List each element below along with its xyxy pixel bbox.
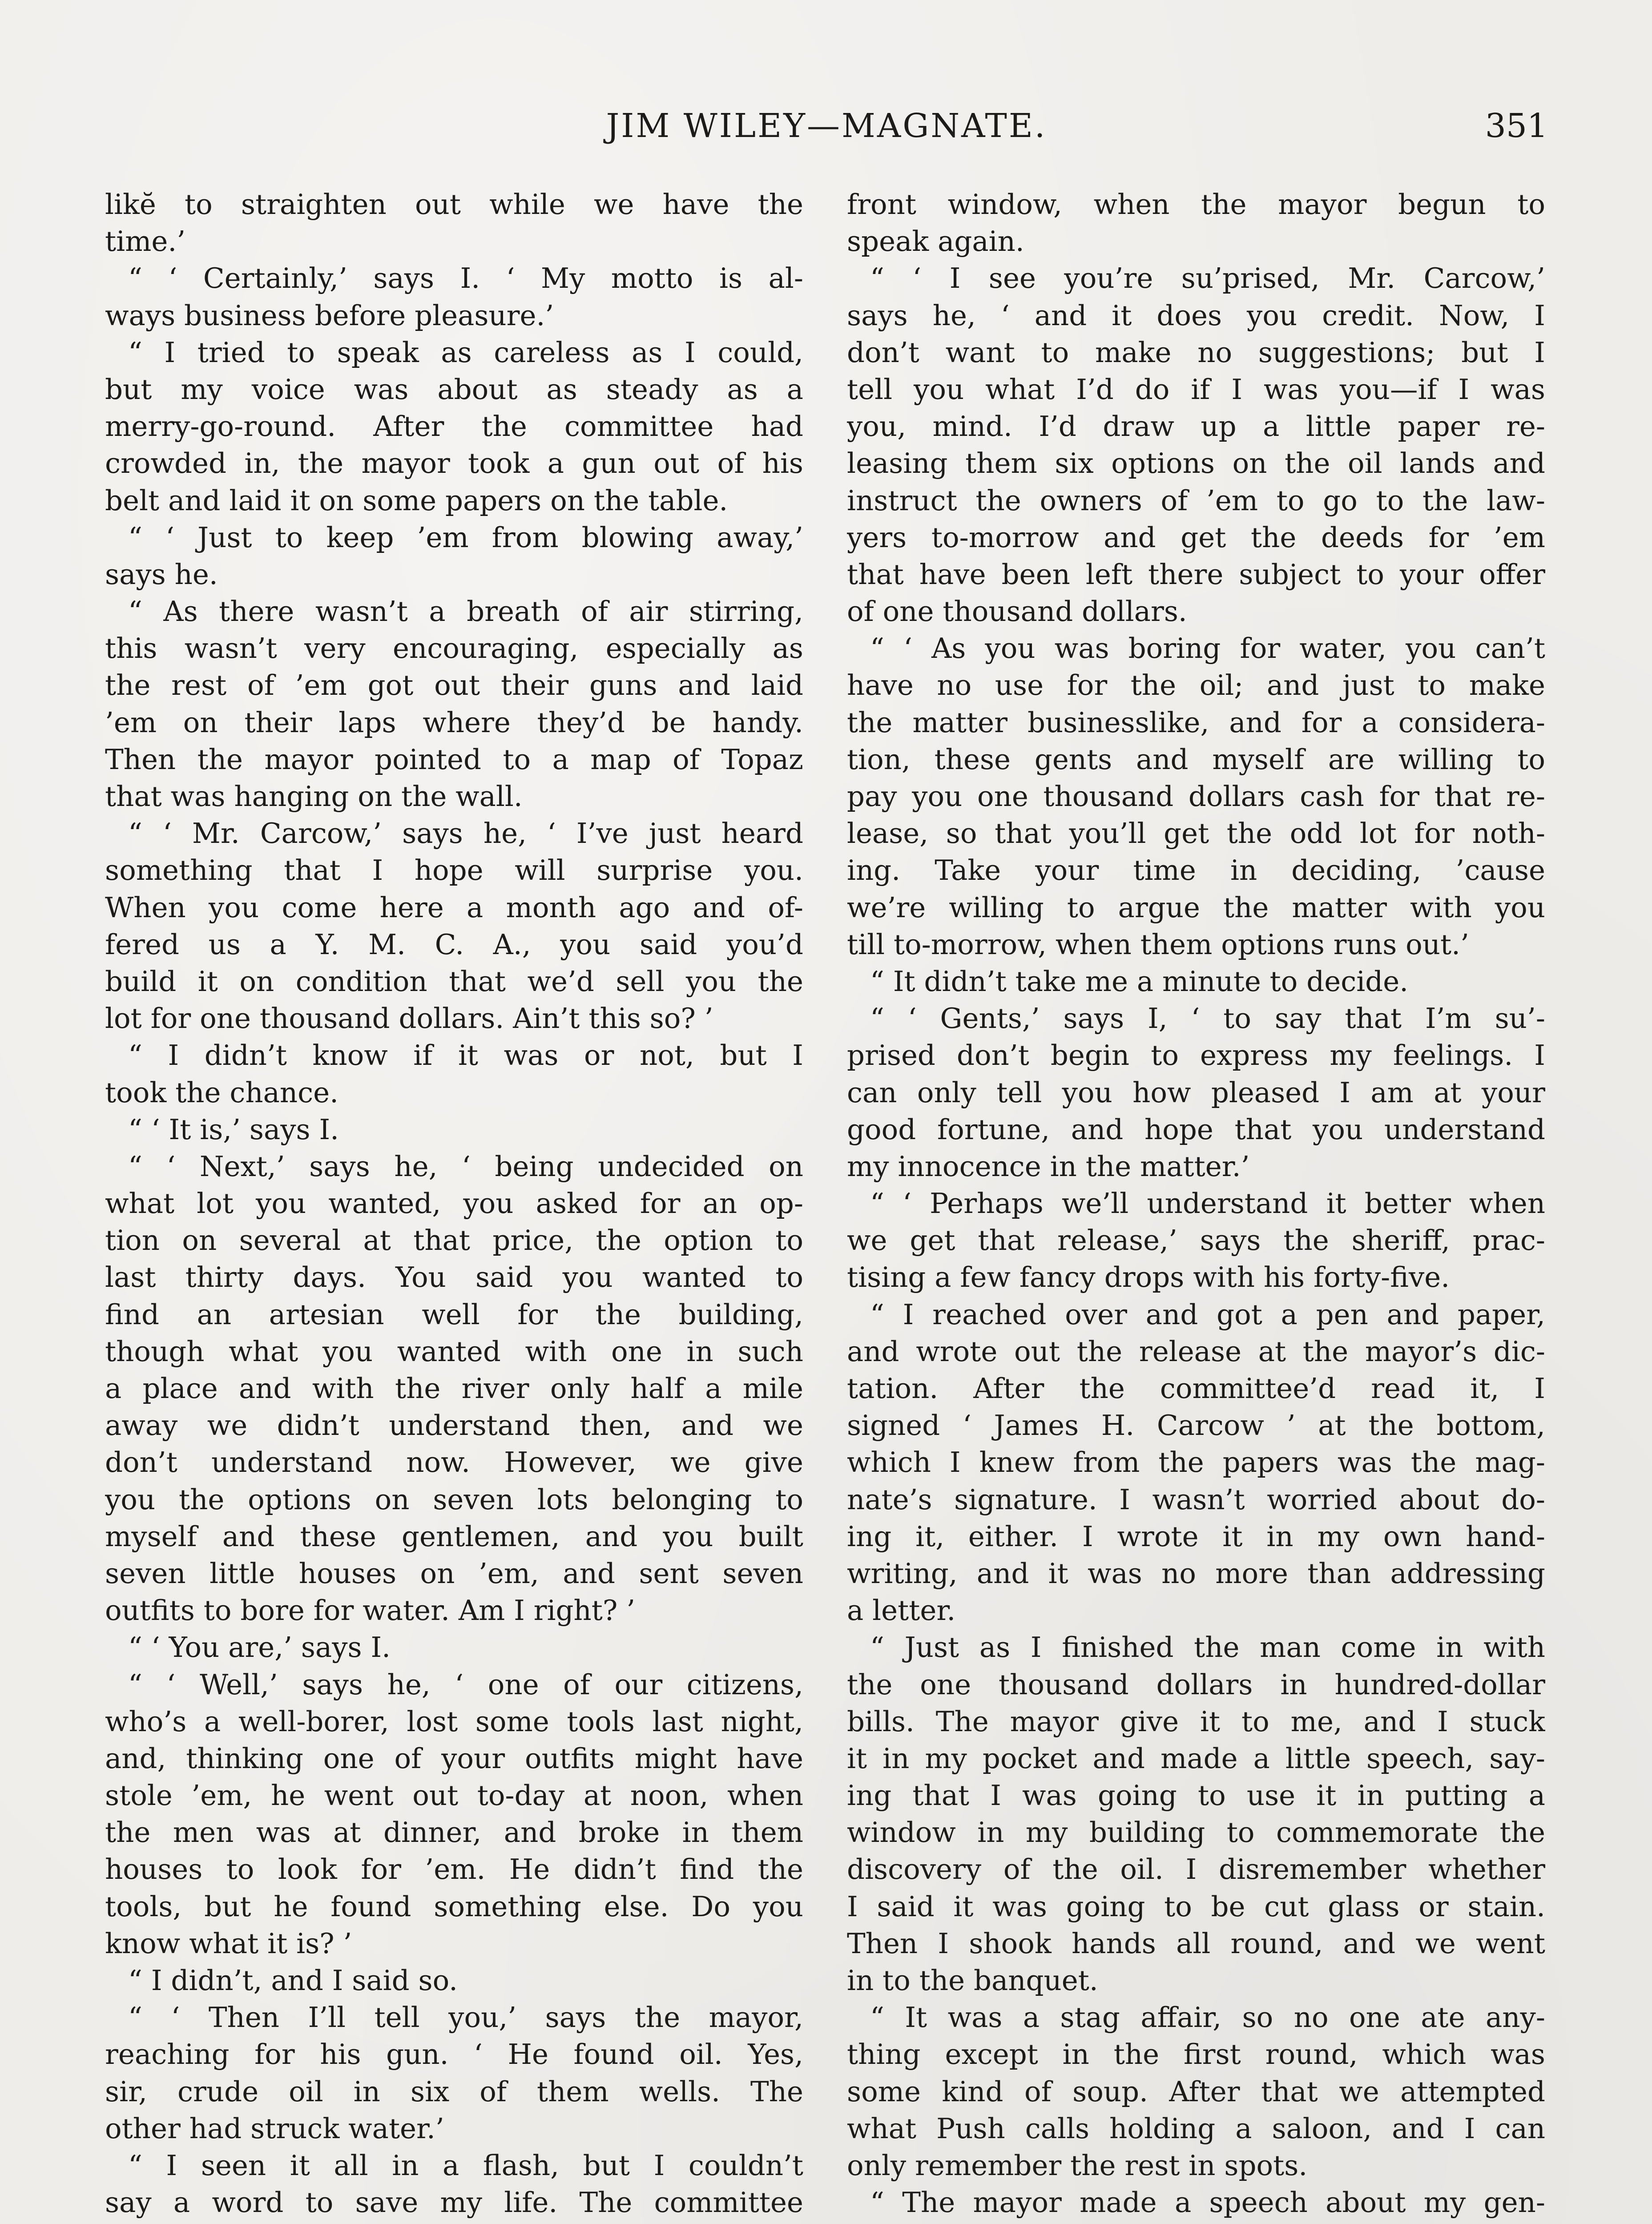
text-line: “ ‘ I see you’re su’prised, Mr. Carcow,’ (870, 262, 1545, 295)
text-line: “ Just as I finished the man come in with (870, 1631, 1545, 1664)
text-line: ing that I was going to use it in putting a (847, 1779, 1545, 1812)
text-line: have no use for the oil; and just to make (847, 669, 1545, 702)
text-line: front window, when the mayor begun to (847, 188, 1545, 221)
text-column-left (105, 186, 803, 2224)
text-line: you, mind. I’d draw up a little paper re- (847, 410, 1545, 443)
text-line: find an artesian well for the building, (105, 1298, 803, 1331)
text-line: window in my building to commemorate the (847, 1816, 1545, 1849)
running-header (105, 101, 1548, 150)
text-line: crowded in, the mayor took a gun out of his (105, 447, 803, 480)
text-line: seven little houses on ’em, and sent seven (105, 1557, 803, 1590)
text-line: away we didn’t understand then, and we (105, 1409, 803, 1442)
text-line: tising a few fancy drops with his forty-five. (847, 1261, 1450, 1294)
text-line: “ I didn’t know if it was or not, but I (128, 1039, 803, 1072)
text-line: “ I reached over and got a pen and paper, (870, 1298, 1545, 1331)
text-line: took the chance. (105, 1076, 338, 1109)
text-line: “ It was a stag affair, so no one ate any- (870, 2001, 1545, 2034)
text-line: till to-morrow, when them options runs out.’ (847, 928, 1469, 961)
text-line: “ ‘ Just to keep ’em from blowing away,’ (128, 521, 803, 554)
text-line: build it on condition that we’d sell you the (105, 965, 803, 998)
text-line: bills. The mayor give it to me, and I stuck (847, 1705, 1545, 1738)
text-line: fered us a Y. M. C. A., you said you’d (105, 928, 803, 961)
text-line: belt and laid it on some papers on the table. (105, 484, 728, 517)
text-line: the men was at dinner, and broke in them (105, 1816, 803, 1849)
text-line: in to the banquet. (847, 1964, 1098, 1997)
text-line: “ I didn’t, and I said so. (128, 1964, 458, 1997)
text-line: other had struck water.’ (105, 2112, 444, 2145)
text-line: tion, these gents and myself are willing to (847, 743, 1545, 776)
text-line: ing. Take your time in deciding, ’cause (847, 854, 1545, 887)
text-line: that was hanging on the wall. (105, 780, 523, 813)
text-line: of one thousand dollars. (847, 595, 1187, 628)
text-line: houses to look for ’em. He didn’t find the (105, 1853, 803, 1886)
text-line: good fortune, and hope that you understand (847, 1113, 1545, 1146)
text-line: Then I shook hands all round, and we went (847, 1927, 1545, 1960)
text-line: it in my pocket and made a little speech, say- (847, 1742, 1545, 1775)
text-line: nate’s signature. I wasn’t worried about do- (847, 1483, 1545, 1516)
text-line: “ ‘ Mr. Carcow,’ says he, ‘ I’ve just heard (128, 817, 803, 850)
text-line: time.’ (105, 225, 186, 258)
text-line: what Push calls holding a saloon, and I can (847, 2112, 1545, 2145)
text-line: leasing them six options on the oil lands and (847, 447, 1545, 480)
text-line: instruct the owners of ’em to go to the law- (847, 484, 1545, 517)
text-line: ing it, either. I wrote it in my own hand- (847, 1520, 1545, 1553)
text-line: that have been left there subject to your offer (847, 558, 1545, 591)
text-line: my innocence in the matter.’ (847, 1150, 1250, 1183)
text-line: “ I tried to speak as careless as I could, (128, 336, 803, 369)
text-column-right (847, 186, 1545, 2224)
text-line: speak again. (847, 225, 1024, 258)
text-line: something that I hope will surprise you. (105, 854, 803, 887)
text-line: and, thinking one of your outfits might have (105, 1742, 803, 1775)
text-line (105, 2221, 803, 2224)
text-line: reaching for his gun. ‘ He found oil. Yes, (105, 2038, 803, 2071)
text-line: sir, crude oil in six of them wells. The (105, 2075, 803, 2108)
text-line: I said it was going to be cut glass or stain. (847, 1890, 1545, 1923)
text-line: prised don’t begin to express my feelings. I (847, 1039, 1545, 1072)
text-line: stole ’em, he went out to-day at noon, when (105, 1779, 803, 1812)
text-line: outfits to bore for water. Am I right? ’ (105, 1594, 636, 1627)
text-line: says he. (105, 558, 218, 591)
text-line: myself and these gentlemen, and you built (105, 1520, 803, 1553)
text-line: the rest of ’em got out their guns and laid (105, 669, 803, 702)
text-line: though what you wanted with one in such (105, 1335, 803, 1368)
text-line: but my voice was about as steady as a (105, 373, 803, 406)
text-line: “ ‘ Certainly,’ says I. ‘ My motto is al- (128, 262, 803, 295)
text-line: lot for one thousand dollars. Ain’t this so? ’ (105, 1002, 713, 1035)
text-line: discovery of the oil. I disremember whether (847, 1853, 1545, 1886)
page-number: 351 (1485, 107, 1548, 145)
text-line: tools, but he found something else. Do you (105, 1890, 803, 1923)
text-line: “ ‘ Perhaps we’ll understand it better when (870, 1187, 1545, 1220)
text-line: tell you what I’d do if I was you—if I was (847, 373, 1545, 406)
text-line: “ ‘ You are,’ says I. (128, 1631, 391, 1664)
text-line: we get that release,’ says the sheriff, prac- (847, 1224, 1545, 1257)
text-line: “ ‘ It is,’ says I. (128, 1113, 339, 1146)
text-line: last thirty days. You said you wanted to (105, 1261, 803, 1294)
text-line: don’t want to make no suggestions; but I (847, 336, 1545, 369)
text-line: “ The mayor made a speech about my gen- (870, 2186, 1545, 2219)
text-line: who’s a well-borer, lost some tools last night, (105, 1705, 803, 1738)
text-line: “ ‘ Next,’ says he, ‘ being undecided on (128, 1150, 803, 1183)
text-line: signed ‘ James H. Carcow ’ at the bottom, (847, 1409, 1545, 1442)
text-line: we’re willing to argue the matter with you (847, 891, 1545, 924)
text-line: which I knew from the papers was the mag- (847, 1446, 1545, 1479)
text-line: the one thousand dollars in hundred-dollar (847, 1668, 1545, 1701)
text-line: know what it is? ’ (105, 1927, 352, 1960)
text-line: and wrote out the release at the mayor’s dic- (847, 1335, 1545, 1368)
text-line: a place and with the river only half a mile (105, 1372, 803, 1405)
text-line: lease, so that you’ll get the odd lot for noth- (847, 817, 1545, 850)
text-line: thing except in the first round, which was (847, 2038, 1545, 2071)
text-line: “ As there wasn’t a breath of air stirring, (128, 595, 803, 628)
text-line: tation. After the committee’d read it, I (847, 1372, 1545, 1405)
text-line: you the options on seven lots belonging to (105, 1483, 803, 1516)
text-line: this wasn’t very encouraging, especially as (105, 632, 803, 665)
text-line: When you come here a month ago and of- (105, 891, 803, 924)
text-line: “ I seen it all in a flash, but I couldn’t (128, 2149, 803, 2182)
text-line: yers to-morrow and get the deeds for ’em (847, 521, 1545, 554)
text-line: “ ‘ Well,’ says he, ‘ one of our citizens, (128, 1668, 803, 1701)
text-line: “ ‘ Gents,’ says I, ‘ to say that I’m su’- (870, 1002, 1545, 1035)
text-line: “ ‘ As you was boring for water, you can’t (870, 632, 1545, 665)
text-line: ways business before pleasure.’ (105, 299, 554, 332)
text-line: pay you one thousand dollars cash for that re- (847, 780, 1545, 813)
text-line: only remember the rest in spots. (847, 2149, 1308, 2182)
text-line: a letter. (847, 1594, 956, 1627)
text-line: writing, and it was no more than addressing (847, 1557, 1545, 1590)
text-line: some kind of soup. After that we attempted (847, 2075, 1545, 2108)
text-line: likĕ to straighten out while we have the (105, 188, 803, 221)
text-line: “ It didn’t take me a minute to decide. (870, 965, 1409, 998)
text-line: says he, ‘ and it does you credit. Now, I (847, 299, 1545, 332)
text-line: the matter businesslike, and for a considera- (847, 706, 1545, 739)
text-line: tion on several at that price, the option to (105, 1224, 803, 1257)
text-line: say a word to save my life. The committee (105, 2186, 803, 2219)
text-line: merry-go-round. After the committee had (105, 410, 803, 443)
text-line: what lot you wanted, you asked for an op- (105, 1187, 803, 1220)
running-title: JIM WILEY—MAGNATE. (606, 107, 1047, 145)
text-line: ’em on their laps where they’d be handy. (105, 706, 803, 739)
text-line: “ ‘ Then I’ll tell you,’ says the mayor, (128, 2001, 803, 2034)
text-line: don’t understand now. However, we give (105, 1446, 803, 1479)
text-line: Then the mayor pointed to a map of Topaz (105, 743, 803, 776)
text-line (847, 2221, 1545, 2224)
text-line: can only tell you how pleased I am at your (847, 1076, 1545, 1109)
